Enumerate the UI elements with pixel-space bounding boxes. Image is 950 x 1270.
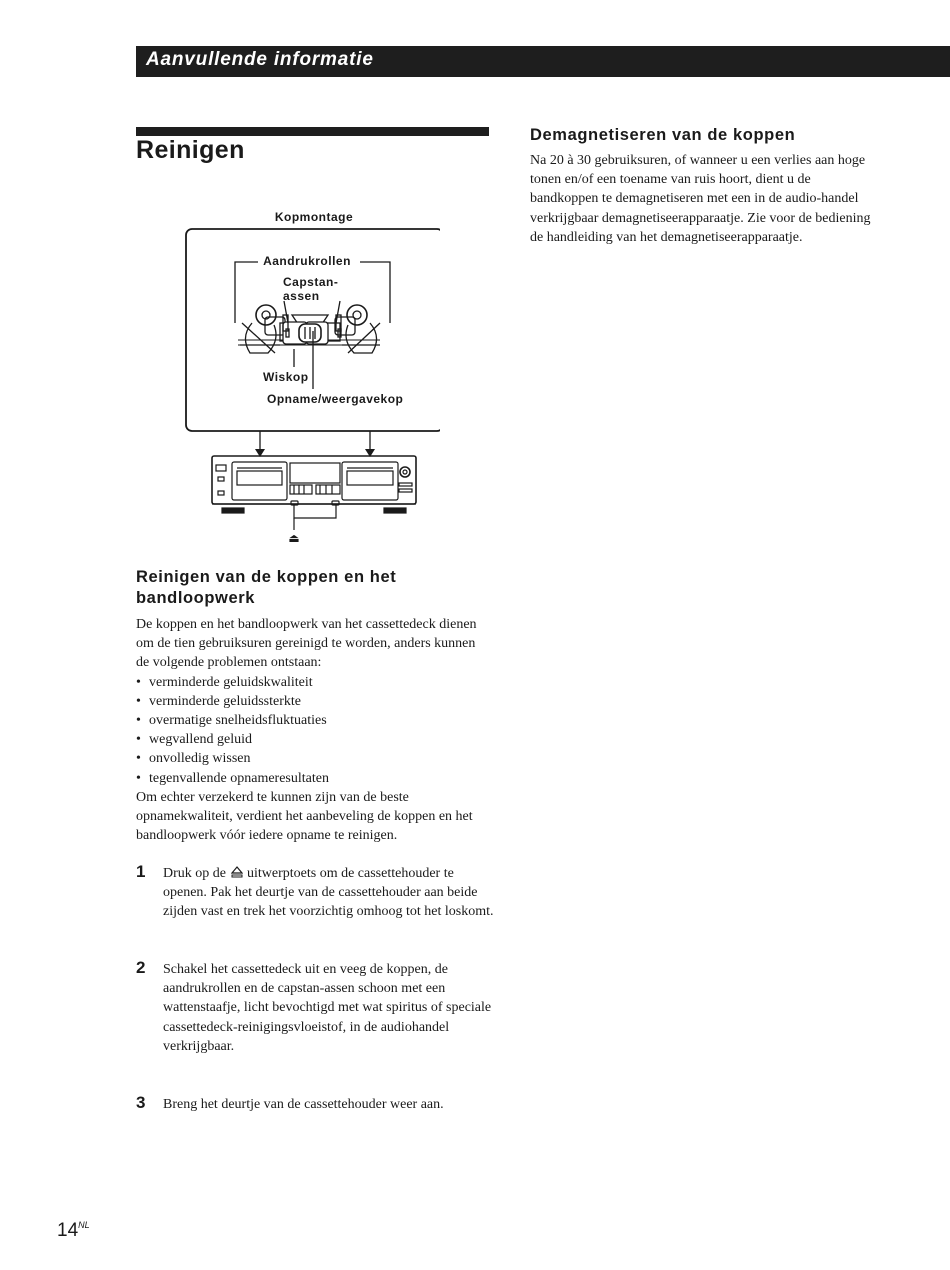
problem-item: • overmatige snelheidsfluktuaties — [136, 711, 488, 730]
step-2 — [136, 960, 496, 1056]
demagnetize-heading: Demagnetiseren van de koppen — [530, 126, 796, 144]
label-kopmontage: Kopmontage — [274, 210, 354, 224]
step-1 — [136, 864, 496, 922]
problem-item: • verminderde geluidssterkte — [136, 692, 488, 711]
step-text: Schakel het cassettedeck uit en veeg de koppen, de aandrukrollen en de capstan-assen schoon met een wattenstaafje, licht bevochtigd met wat spiritus of speciale cassettedeck-reinigingsvloeistof, in de audiohandel verkrijgbaar. — [163, 962, 492, 1054]
label-capstan-2: assen — [283, 289, 320, 303]
step-text-before: Druk op de — [163, 866, 226, 881]
step-3 — [136, 1095, 496, 1114]
label-wiskop: Wiskop — [263, 370, 309, 384]
step-number: 1 — [136, 862, 146, 881]
eject-icon — [231, 866, 243, 878]
cleaning-heading-line1: Reinigen van de koppen en het — [136, 568, 397, 586]
problem-item: • verminderde geluidskwaliteit — [136, 673, 488, 692]
cleaning-intro: De koppen en het bandloopwerk van het cassettedeck dienen om de tien gebruiksuren gereinigd te worden, anders kunnen de volgende problemen ontstaan: — [136, 617, 477, 671]
head-assembly-illustration — [180, 205, 440, 550]
section-title: Aanvullende informatie — [146, 49, 374, 70]
cleaning-heading-line2: bandloopwerk — [136, 589, 256, 607]
step-number: 3 — [136, 1093, 146, 1112]
demagnetize-text: Na 20 à 30 gebruiksuren, of wanneer u een verlies aan hoge tonen en/of een toename van ruis hoort, dient u de bandkoppen te demagnetiseren met een in de audio-handel verkrijgbaar demagnetiseerapparaatje. Zie voor de bediening de handleiding van het demagnetiseerapparaatje. — [530, 153, 871, 245]
cleaning-body — [136, 615, 488, 845]
label-capstan-1: Capstan- — [283, 275, 339, 289]
section-header-bar — [136, 46, 950, 77]
cleaning-heading — [136, 567, 496, 609]
problem-item: • tegenvallende opnameresultaten — [136, 769, 488, 788]
problem-item: • onvolledig wissen — [136, 749, 488, 768]
step-text: Breng het deurtje van de cassettehouder weer aan. — [163, 1097, 444, 1112]
step-number: 2 — [136, 958, 146, 977]
step-text-after: uitwerptoets om de cassettehouder te openen. Pak het deurtje van de cassettehouder aan beide zijden vast en trek het voorzichtig omhoog tot het loskomt. — [163, 866, 494, 920]
cassette-deck — [212, 456, 416, 530]
problem-list — [136, 673, 488, 788]
eject-icon: ⏏ — [288, 531, 300, 545]
label-aandrukrollen: Aandrukrollen — [263, 254, 351, 268]
title-rule — [136, 127, 489, 136]
language-suffix: NL — [78, 1220, 90, 1230]
label-opname-weergavekop: Opname/weergavekop — [267, 392, 404, 406]
problem-item: • wegvallend geluid — [136, 730, 488, 749]
page-number: $14^{NL}$ — [57, 1220, 90, 1241]
head-mechanism — [238, 301, 380, 353]
cleaning-advice: Om echter verzekerd te kunnen zijn van de beste opnamekwaliteit, verdient het aanbeveling de koppen en het bandloopwerk vóór iedere opname te reinigen. — [136, 789, 473, 844]
page-title: Reinigen — [136, 136, 245, 164]
